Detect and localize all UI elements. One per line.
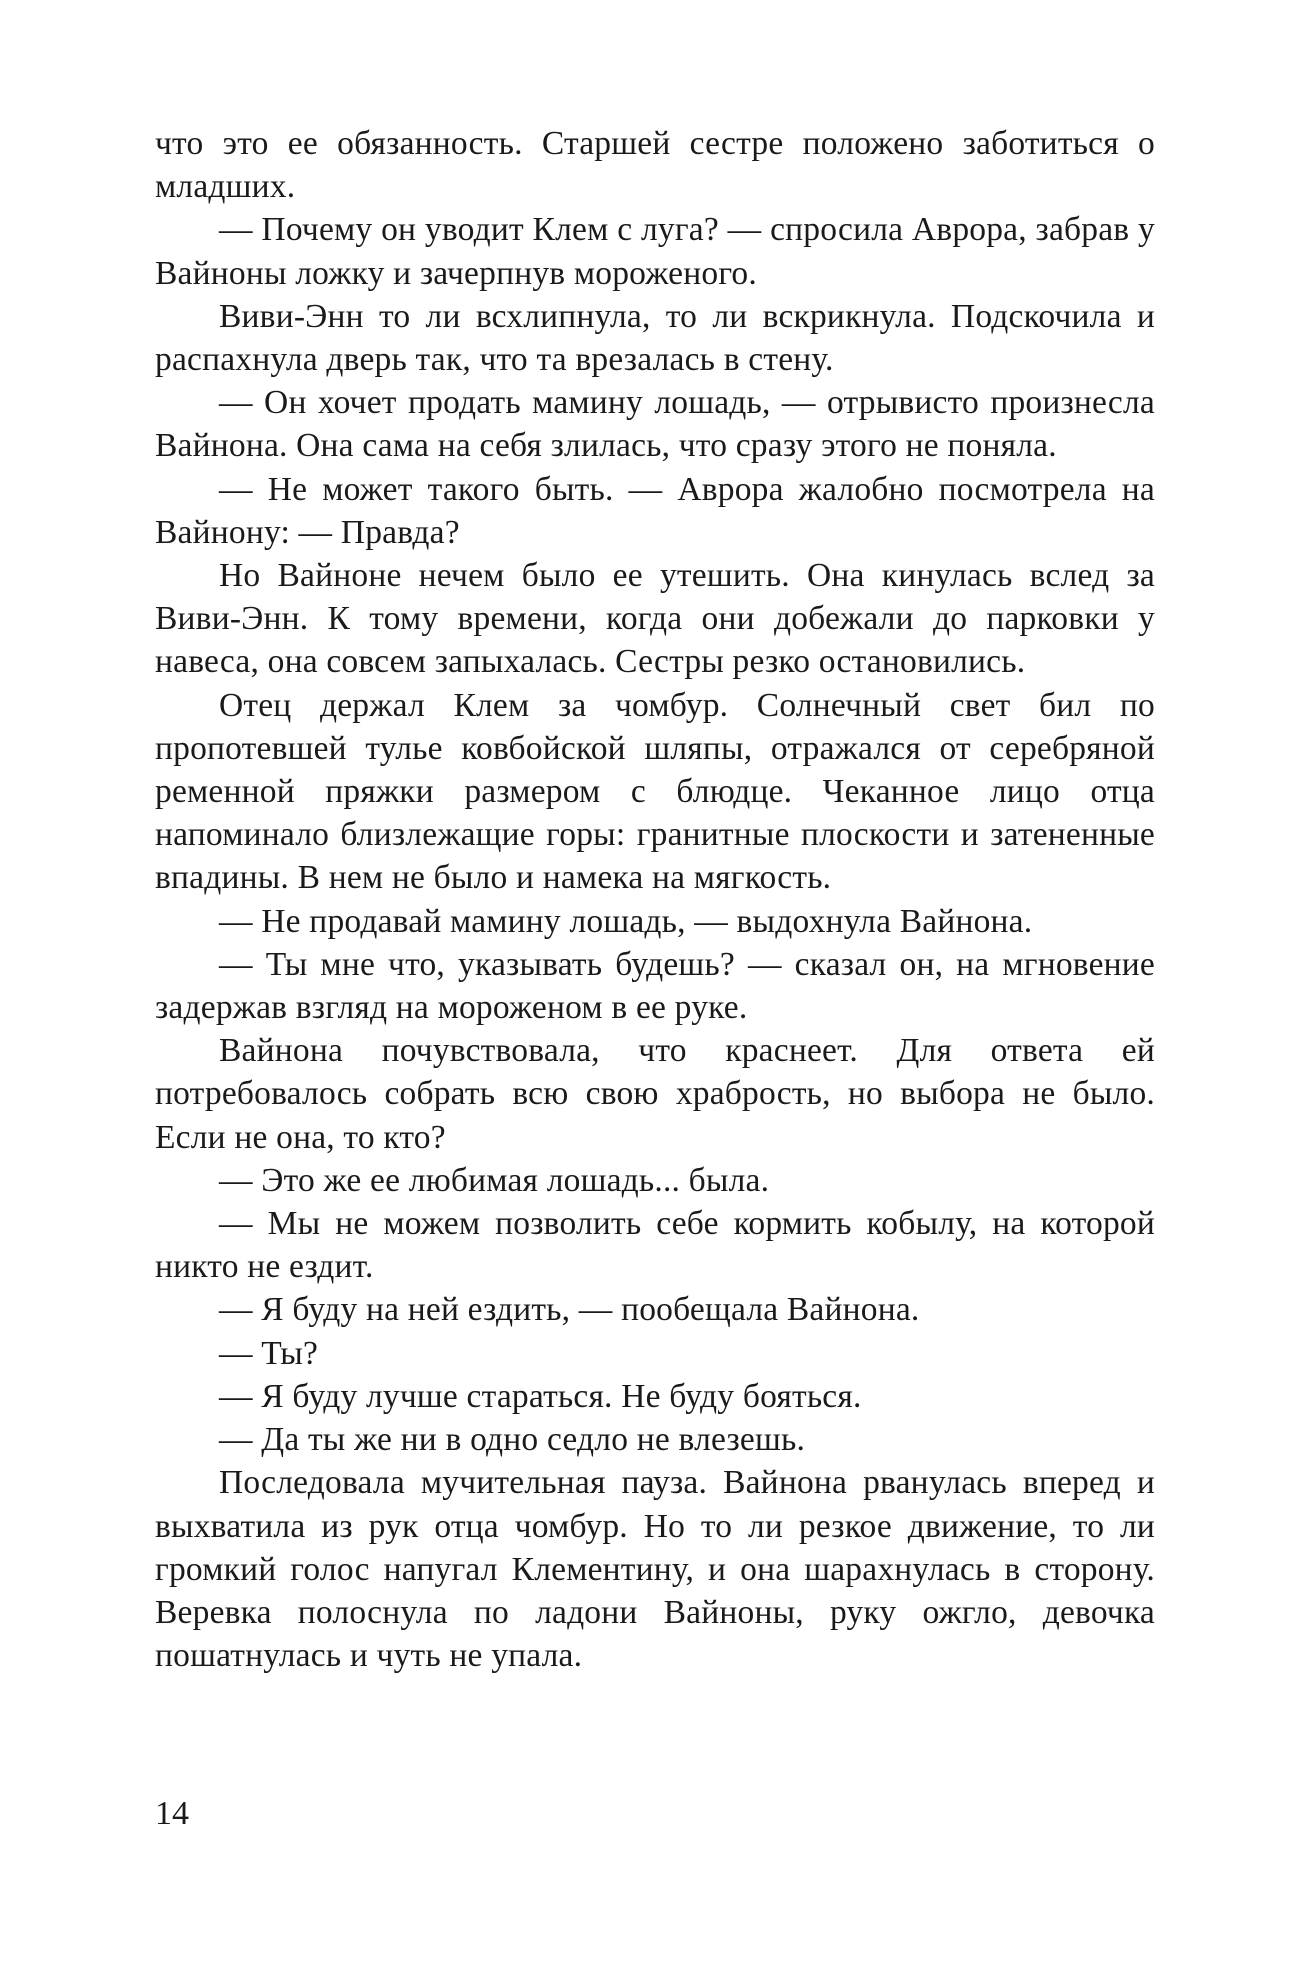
- body-text: [155, 122, 1155, 1677]
- paragraph-9: — Ты мне что, указывать будешь? — сказал он, на мгновение задержав взгляд на мороженом в ее руке.: [155, 945, 1155, 1027]
- paragraph-15: — Я буду лучше стараться. Не буду бояться.: [219, 1377, 862, 1415]
- paragraph-17: Последовала мучительная пауза. Вайнона рванулась вперед и выхватила из рук отца чомбур. Но то ли резкое движение, то ли громкий голос напугал Клементину, и она шарахнулась в сторону. Веревка полоснула по ладони Вайноны, руку ожгло, девочка пошатнулась и чуть не упала.: [155, 1464, 1155, 1675]
- paragraph-3: Виви-Энн то ли всхлипнула, то ли вскрикнула. Подскочила и распахнула дверь так, что та врезалась в стену.: [155, 297, 1155, 379]
- paragraph-1: что это ее обязанность. Старшей сестре положено заботиться о младших.: [155, 125, 1155, 206]
- paragraph-11: — Это же ее любимая лошадь... была.: [219, 1161, 770, 1199]
- paragraph-13: — Я буду на ней ездить, — пообещала Вайнона.: [219, 1291, 920, 1329]
- page-number: 14: [155, 1795, 189, 1832]
- paragraph-7: Отец держал Клем за чомбур. Солнечный свет бил по пропотевшей тулье ковбойской шляпы, отражался от серебряной ременной пряжки размером с блюдце. Чеканное лицо отца напоминало близлежащие горы: гранитные плоскости и затененные впадины. В нем не было и намека на мягкость.: [155, 686, 1155, 897]
- paragraph-12: — Мы не можем позволить себе кормить кобылу, на которой никто не ездит.: [155, 1205, 1155, 1286]
- paragraph-8: — Не продавай мамину лошадь, — выдохнула Вайнона.: [219, 902, 1033, 940]
- paragraph-14: — Ты?: [219, 1334, 319, 1372]
- paragraph-2: — Почему он уводит Клем с луга? — спросила Аврора, забрав у Вайноны ложку и зачерпнув мороженого.: [155, 211, 1155, 292]
- paragraph-5: — Не может такого быть. — Аврора жалобно посмотрела на Вайнону: — Правда?: [155, 470, 1155, 551]
- paragraph-16: — Да ты же ни в одно седло не влезешь.: [219, 1421, 806, 1459]
- paragraph-6: Но Вайноне нечем было ее утешить. Она кинулась вслед за Виви-Энн. К тому времени, когда они добежали до парковки у навеса, она совсем запыхалась. Сестры резко остановились.: [155, 557, 1155, 681]
- paragraph-4: — Он хочет продать мамину лошадь, — отрывисто произнесла Вайнона. Она сама на себя злилась, что сразу этого не поняла.: [155, 384, 1155, 465]
- paragraph-10: Вайнона почувствовала, что краснеет. Для ответа ей потребовалось собрать всю свою храбрость, но выбора не было. Если не она, то кто?: [155, 1032, 1155, 1156]
